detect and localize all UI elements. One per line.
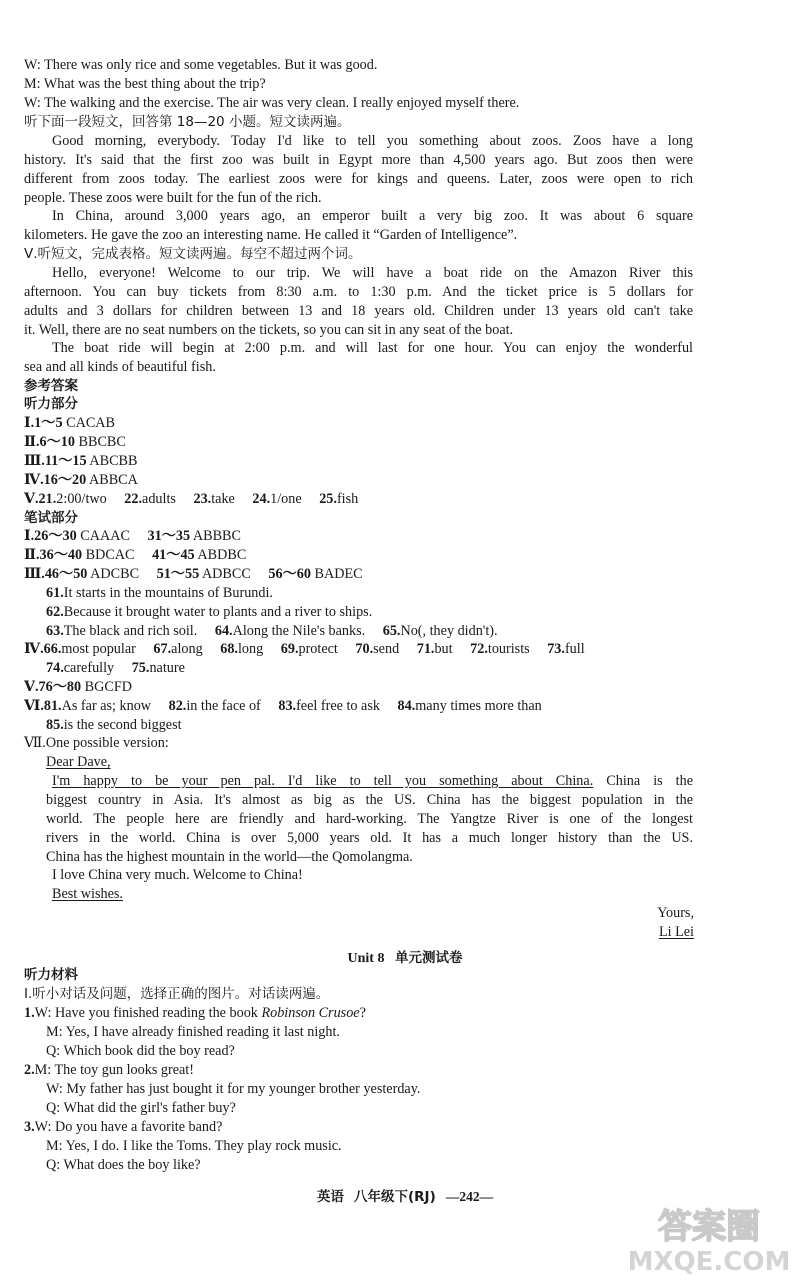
answer-text: ABBBC — [192, 528, 241, 544]
question-line: M: Yes, I have already finished reading it last night. — [46, 1024, 340, 1040]
answer-text: 1/one — [270, 491, 302, 507]
answer-line — [24, 490, 358, 508]
answer-label: 68. — [220, 641, 238, 657]
boat-paragraph-line: Hello, everyone! Welcome to our trip. We will have a boat ride on the Amazon River this — [52, 265, 693, 281]
question-number: 2. — [24, 1062, 35, 1078]
answer-label: 85. — [46, 717, 64, 733]
letter-line: China has the highest mountain in the world—the Qomolangma. — [46, 849, 413, 865]
letter-closing: Best wishes. — [52, 886, 123, 902]
footer-page-number: —242— — [445, 1189, 494, 1204]
answer-label: 70. — [355, 641, 374, 657]
watermark-bottom-text: MXQE.COM — [627, 1247, 791, 1276]
zoo-paragraph-line: Good morning, everybody. Today I'd like to tell you something about zoos. Zoos have a long — [52, 133, 693, 149]
answer-line — [46, 622, 498, 640]
question-line — [24, 1004, 366, 1022]
answer-line — [24, 640, 585, 658]
book-title: Robinson Crusoe — [261, 1005, 360, 1021]
letter-yours: Yours, — [657, 905, 694, 921]
footer-grade: 八年级下(RJ) — [353, 1189, 436, 1205]
question-line: Q: What did the girl's father buy? — [46, 1100, 236, 1116]
answer-text: adults — [142, 491, 176, 507]
answer-text: in the face of — [186, 698, 261, 714]
answer-text: tourists — [487, 641, 530, 657]
zoo-paragraph-line: different from zoos today. The earliest zoos were for kings and queens. Later, zoos were open to rich — [24, 171, 693, 187]
answer-label: 56～60 — [268, 566, 311, 582]
letter-line — [52, 772, 693, 790]
answer-text: ABDBC — [197, 547, 247, 563]
question-line — [24, 1118, 222, 1136]
answer-label: 64. — [214, 623, 233, 639]
question-line: Q: Which book did the boy read? — [46, 1043, 235, 1059]
answer-label: Ⅲ.46～50 — [24, 566, 88, 582]
answer-label: 71. — [416, 641, 435, 657]
answer-text: ADCBC — [90, 566, 140, 582]
answer-text: Because it brought water to plants and a river to ships. — [63, 604, 373, 620]
answer-text: ADBCC — [201, 566, 251, 582]
answer-text: send — [373, 641, 400, 657]
answer-text: most popular — [61, 641, 136, 657]
answer-label: 82. — [168, 698, 187, 714]
footer-subject: 英语 — [316, 1189, 344, 1205]
answer-label: 51～55 — [156, 566, 200, 582]
answer-label: 62. — [46, 604, 64, 620]
listening-heading: 听力部分 — [24, 396, 78, 412]
watermark-logo — [616, 1198, 802, 1276]
answers-heading: 参考答案 — [24, 378, 78, 394]
unit-label: Unit 8 — [347, 951, 385, 966]
letter-signature: Li Lei — [658, 924, 694, 940]
answer-text: feel free to ask — [296, 698, 380, 714]
answer-line — [24, 433, 126, 451]
answer-text: As far as; know — [61, 698, 152, 714]
answer-text: nature — [149, 660, 185, 676]
letter-line: world. The people here are friendly and hard-working. The Yangtze River is one of the longest — [46, 811, 693, 827]
dialogue-line: M: What was the best thing about the trip? — [24, 76, 266, 92]
answer-label: Ⅳ.16～20 — [24, 472, 87, 488]
answer-line — [46, 584, 273, 602]
answer-text: many times more than — [415, 698, 542, 714]
answer-text: BBCBC — [78, 434, 126, 450]
answer-label: 69. — [280, 641, 299, 657]
answer-text: take — [211, 491, 235, 507]
part1-instruction: Ⅰ.听小对话及问题，选择正确的图片。对话读两遍。 — [24, 986, 330, 1002]
answer-label: Ⅱ.6～10 — [24, 434, 75, 450]
answer-label: 65. — [382, 623, 401, 639]
question-line: Q: What does the boy like? — [46, 1157, 201, 1173]
answer-text: BGCFD — [84, 679, 132, 695]
question-number: 1. — [24, 1005, 35, 1021]
question-text: ? — [359, 1005, 366, 1021]
answer-line — [24, 452, 137, 470]
letter-line: rivers in the world. China is over 5,000 years old. It has a much longer history than the US. — [46, 830, 693, 846]
unit-cn-label: 单元测试卷 — [394, 950, 463, 966]
answer-label: 73. — [547, 641, 565, 657]
answer-text: full — [564, 641, 585, 657]
answer-line: Ⅶ.One possible version: — [24, 735, 169, 751]
answer-label: 75. — [131, 660, 150, 676]
boat-paragraph-line: afternoon. You can buy tickets from 8:30 a.m. to 1:30 p.m. And the ticket price is 5 dollars for — [24, 284, 693, 300]
question-line: W: My father has just bought it for my younger brother yesterday. — [46, 1081, 421, 1097]
answer-label: 41～45 — [152, 547, 195, 563]
answer-label: 74. — [46, 660, 64, 676]
answer-text: Along the Nile's banks. — [232, 623, 366, 639]
passage-instruction: 听下面一段短文，回答第 18—20 小题。短文读两遍。 — [24, 114, 351, 130]
answer-label: Ⅳ.66. — [24, 641, 62, 657]
boat-paragraph-line: sea and all kinds of beautiful fish. — [24, 359, 216, 375]
answer-label: Ⅴ.76～80 — [24, 679, 82, 695]
boat-paragraph-line: it. Well, there are no seat numbers on the tickets, so you can sit in any seat of the boat. — [24, 322, 514, 338]
answer-text: ABCBB — [89, 453, 138, 469]
answer-label: 31～35 — [147, 528, 191, 544]
answer-label: Ⅰ.26～30 — [24, 528, 77, 544]
answer-line — [46, 603, 372, 621]
unit-title — [0, 946, 810, 967]
answer-label: Ⅲ.11～15 — [24, 453, 87, 469]
letter-underlined-sentence: I'm happy to be your pen pal. I'd like to tell you something about China. — [52, 773, 594, 789]
answer-label: 23. — [193, 491, 212, 507]
answer-text: No(, they didn't). — [400, 623, 498, 639]
boat-paragraph-line: adults and 3 dollars for children between 13 and 18 years old. Children under 13 years old can't take — [24, 303, 693, 319]
answer-label: 24. — [252, 491, 271, 507]
letter-greeting: Dear Dave, — [46, 754, 111, 770]
answer-label: 67. — [153, 641, 172, 657]
question-line — [24, 1061, 194, 1079]
letter-line: I love China very much. Welcome to China! — [52, 867, 303, 883]
dialogue-line: W: There was only rice and some vegetables. But it was good. — [24, 57, 378, 73]
answer-text: fish — [336, 491, 359, 507]
answer-line — [24, 546, 246, 564]
writing-heading: 笔试部分 — [24, 510, 78, 526]
answer-text: BDCAC — [85, 547, 135, 563]
answer-line — [24, 471, 138, 489]
answer-text: CAAAC — [80, 528, 130, 544]
question-number: 3. — [24, 1119, 35, 1135]
answer-line — [24, 697, 542, 715]
answer-text: The black and rich soil. — [63, 623, 198, 639]
letter-line: biggest country in Asia. It's almost as big as the US. China has the biggest population in the — [46, 792, 693, 808]
question-text: W: Have you finished reading the book — [34, 1005, 262, 1021]
answer-text: 2:00/two — [56, 491, 107, 507]
answer-text: is the second biggest — [63, 717, 182, 733]
dialogue-line: W: The walking and the exercise. The air was very clean. I really enjoyed myself there. — [24, 95, 520, 111]
answer-label: 25. — [319, 491, 337, 507]
zoo-paragraph-line: kilometers. He gave the zoo an interesting name. He called it “Garden of Intelligence”. — [24, 227, 518, 243]
answer-line — [24, 678, 132, 696]
watermark-top-text: 答案圈 — [658, 1207, 760, 1247]
answer-label: Ⅱ.36～40 — [24, 547, 83, 563]
answer-label: 83. — [278, 698, 297, 714]
question-text: M: The toy gun looks great! — [34, 1062, 194, 1078]
question-text: W: Do you have a favorite band? — [34, 1119, 223, 1135]
zoo-paragraph-line: In China, around 3,000 years ago, an emperor built a very big zoo. It was about 6 square — [52, 208, 693, 224]
zoo-paragraph-line: people. These zoos were built for the fun of the rich. — [24, 190, 322, 206]
material-heading: 听力材料 — [24, 967, 78, 983]
answer-label: 61. — [46, 585, 64, 601]
answer-text: protect — [298, 641, 338, 657]
answer-label: 72. — [470, 641, 488, 657]
answer-label: Ⅵ.81. — [24, 698, 62, 714]
answer-label: 84. — [397, 698, 416, 714]
zoo-paragraph-line: history. It's said that the first zoo was built in Egypt more than 4,500 years ago. But zoos then were — [24, 152, 693, 168]
letter-text: China is the — [606, 773, 694, 789]
answer-line — [24, 565, 363, 583]
answer-text: CACAB — [66, 415, 115, 431]
section-v-instruction: Ⅴ.听短文，完成表格。短文读两遍。每空不超过两个词。 — [24, 246, 362, 262]
question-line: M: Yes, I do. I like the Toms. They play rock music. — [46, 1138, 342, 1154]
answer-line — [46, 716, 182, 734]
answer-line — [24, 414, 115, 432]
answer-label: Ⅴ.21. — [24, 491, 57, 507]
answer-text: but — [434, 641, 453, 657]
answer-text: ABBCA — [88, 472, 138, 488]
answer-label: 63. — [46, 623, 64, 639]
answer-label: 22. — [124, 491, 143, 507]
answer-label: Ⅰ.1～5 — [24, 415, 63, 431]
answer-line — [24, 527, 241, 545]
boat-paragraph-line: The boat ride will begin at 2:00 p.m. and will last for one hour. You can enjoy the wonderful — [52, 340, 693, 356]
answer-text: along — [171, 641, 203, 657]
answer-text: It starts in the mountains of Burundi. — [63, 585, 273, 601]
answer-text: BADEC — [314, 566, 363, 582]
answer-text: long — [237, 641, 264, 657]
answer-text: carefully — [63, 660, 115, 676]
answer-line — [46, 659, 185, 677]
